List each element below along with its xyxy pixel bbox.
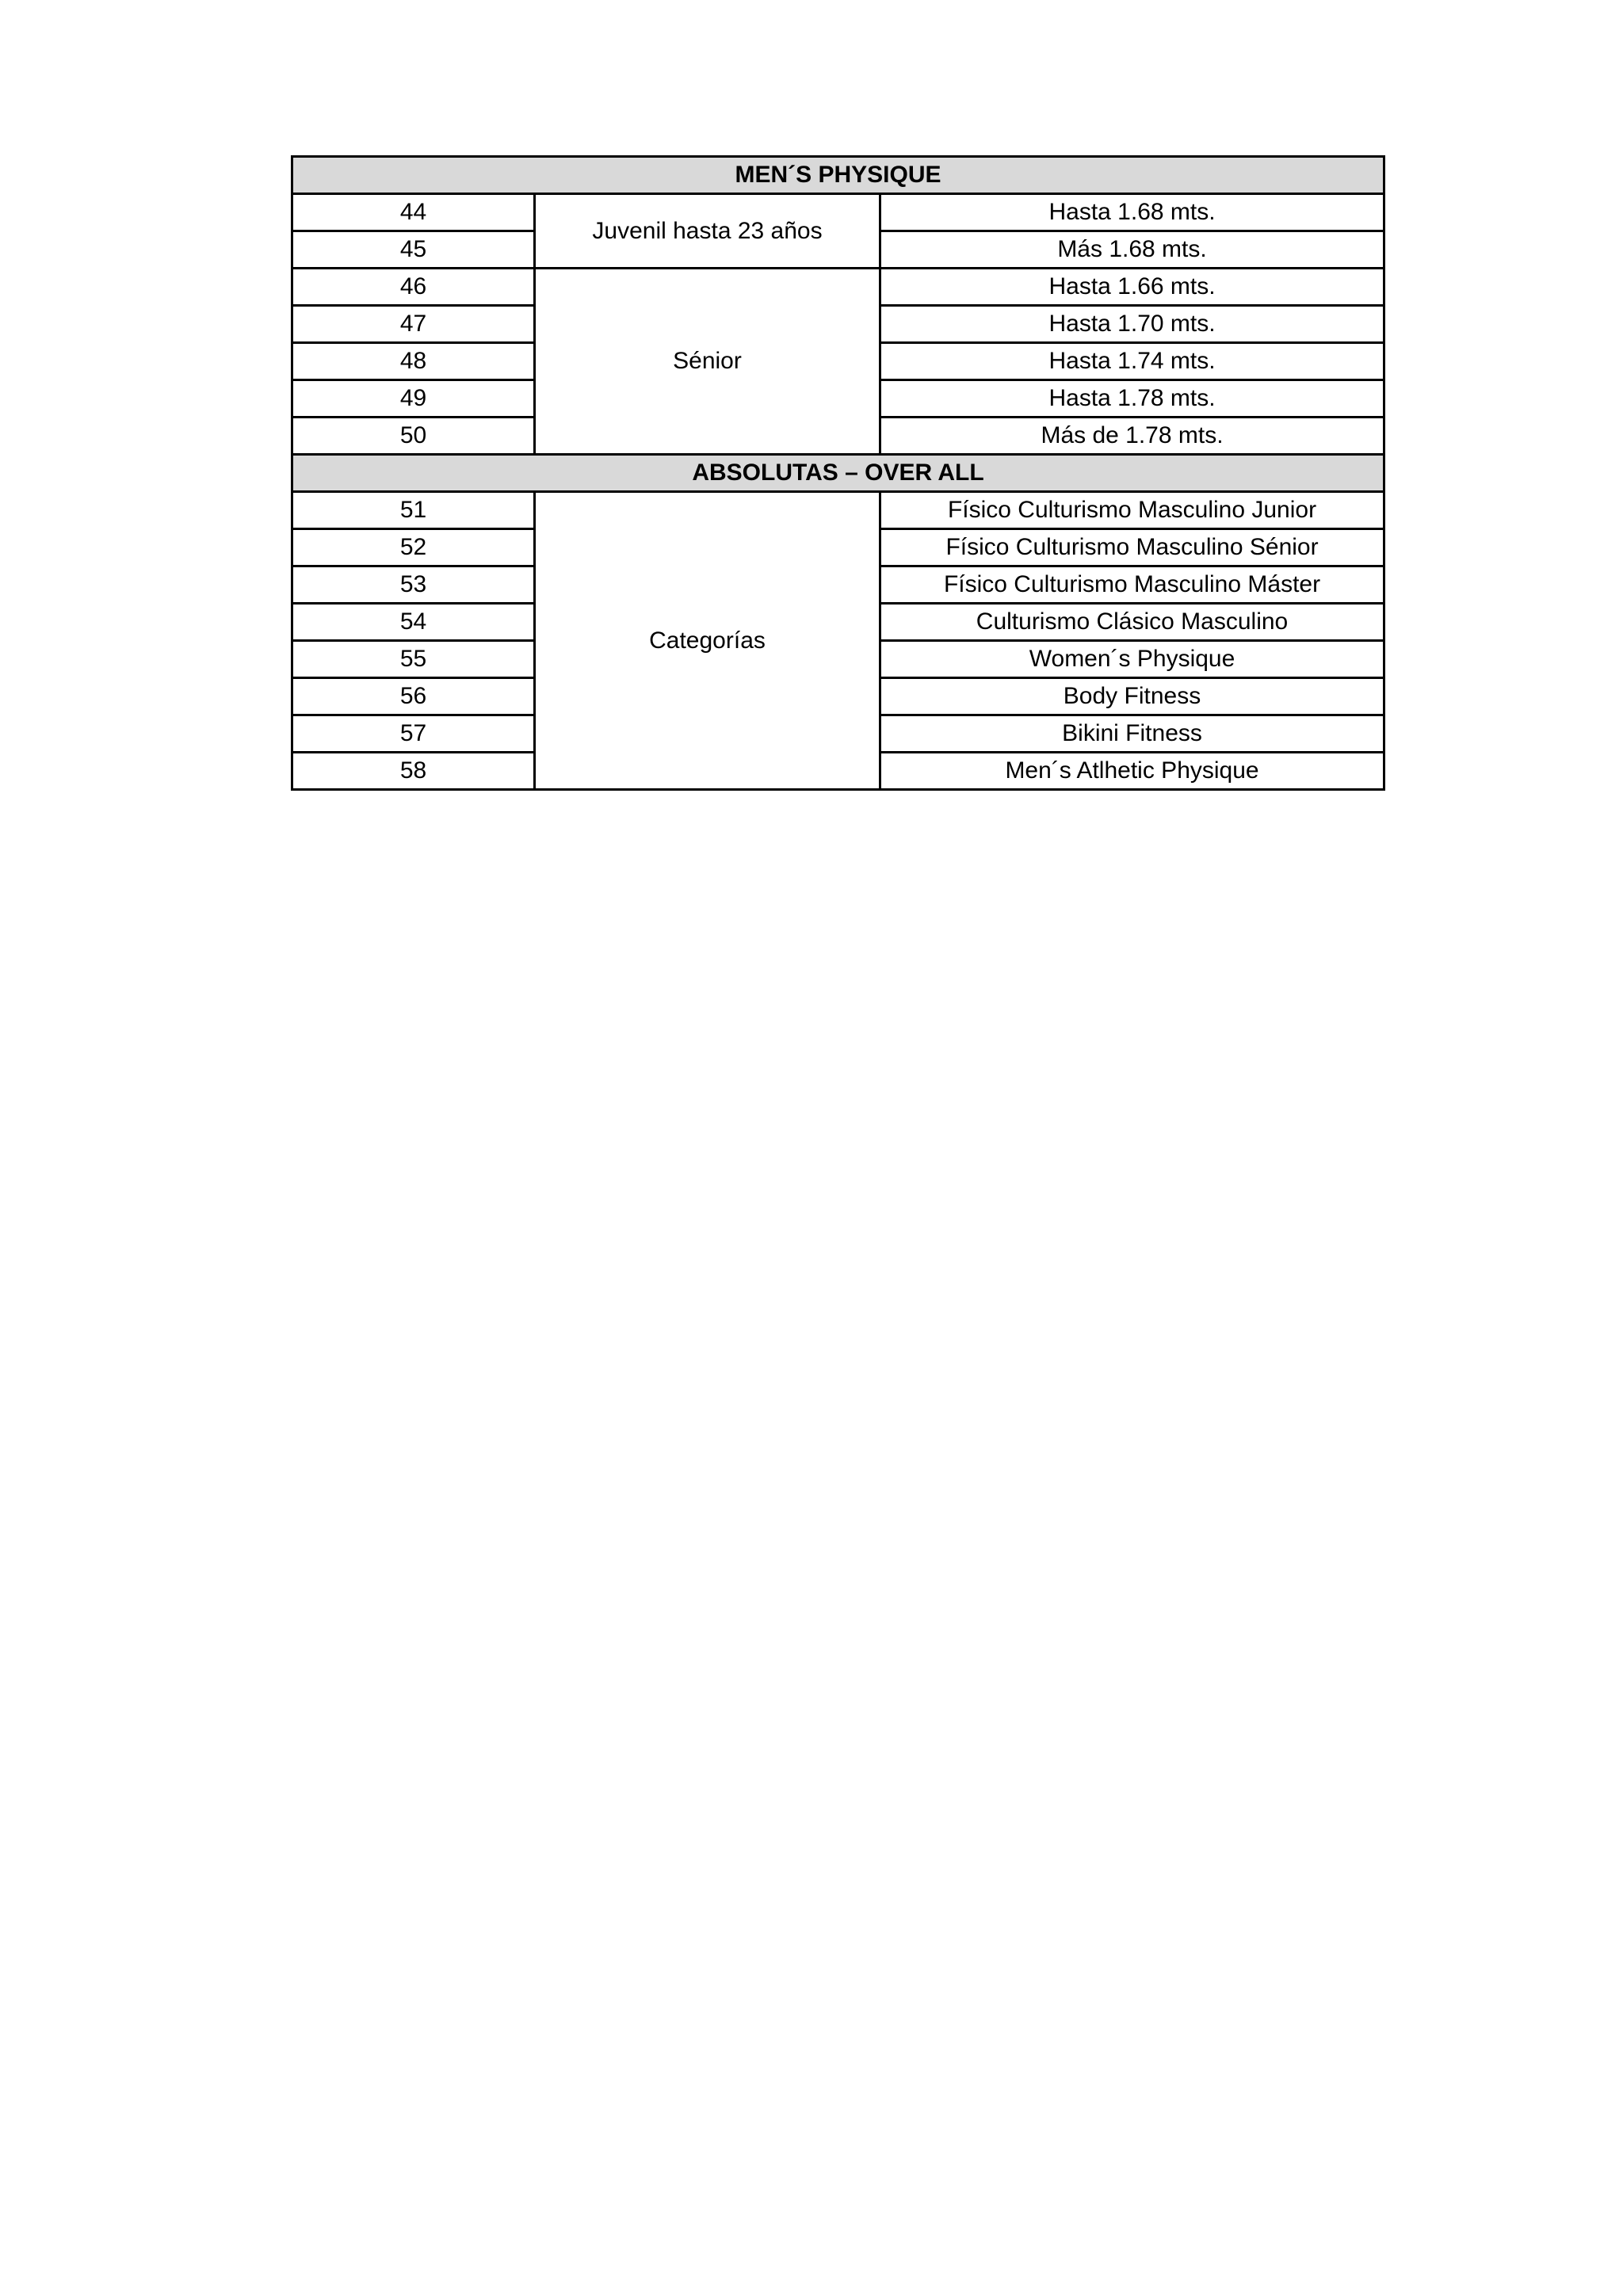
category-number: 48: [292, 343, 535, 380]
category-description: Body Fitness: [880, 678, 1384, 715]
category-number: 58: [292, 753, 535, 790]
category-number: 54: [292, 604, 535, 641]
group-label-categorias: Categorías: [535, 492, 880, 790]
group-label-juvenil: Juvenil hasta 23 años: [535, 194, 880, 269]
category-description: Hasta 1.68 mts.: [880, 194, 1384, 231]
category-number: 49: [292, 380, 535, 418]
category-number: 45: [292, 231, 535, 269]
section-header-mens-physique: MEN´S PHYSIQUE: [292, 157, 1384, 194]
table-row: [292, 492, 1384, 529]
category-description: Bikini Fitness: [880, 715, 1384, 753]
group-label-senior: Sénior: [535, 269, 880, 455]
table-row: [292, 194, 1384, 231]
category-description: Más de 1.78 mts.: [880, 418, 1384, 455]
category-description: Físico Culturismo Masculino Sénior: [880, 529, 1384, 566]
category-description: Hasta 1.66 mts.: [880, 269, 1384, 306]
category-number: 55: [292, 641, 535, 678]
category-description: Hasta 1.78 mts.: [880, 380, 1384, 418]
category-number: 52: [292, 529, 535, 566]
section-header-absolutas: ABSOLUTAS – OVER ALL: [292, 455, 1384, 492]
category-description: Men´s Atlhetic Physique: [880, 753, 1384, 790]
category-description: Culturismo Clásico Masculino: [880, 604, 1384, 641]
category-number: 50: [292, 418, 535, 455]
categories-table: [291, 155, 1385, 791]
category-number: 47: [292, 306, 535, 343]
category-number: 53: [292, 566, 535, 604]
category-description: Hasta 1.74 mts.: [880, 343, 1384, 380]
category-number: 51: [292, 492, 535, 529]
section-header-row: [292, 157, 1384, 194]
category-description: Físico Culturismo Masculino Junior: [880, 492, 1384, 529]
category-description: Físico Culturismo Masculino Máster: [880, 566, 1384, 604]
category-description: Women´s Physique: [880, 641, 1384, 678]
section-header-row: [292, 455, 1384, 492]
table-row: [292, 269, 1384, 306]
category-number: 57: [292, 715, 535, 753]
category-number: 46: [292, 269, 535, 306]
category-description: Hasta 1.70 mts.: [880, 306, 1384, 343]
category-number: 56: [292, 678, 535, 715]
category-description: Más 1.68 mts.: [880, 231, 1384, 269]
category-number: 44: [292, 194, 535, 231]
